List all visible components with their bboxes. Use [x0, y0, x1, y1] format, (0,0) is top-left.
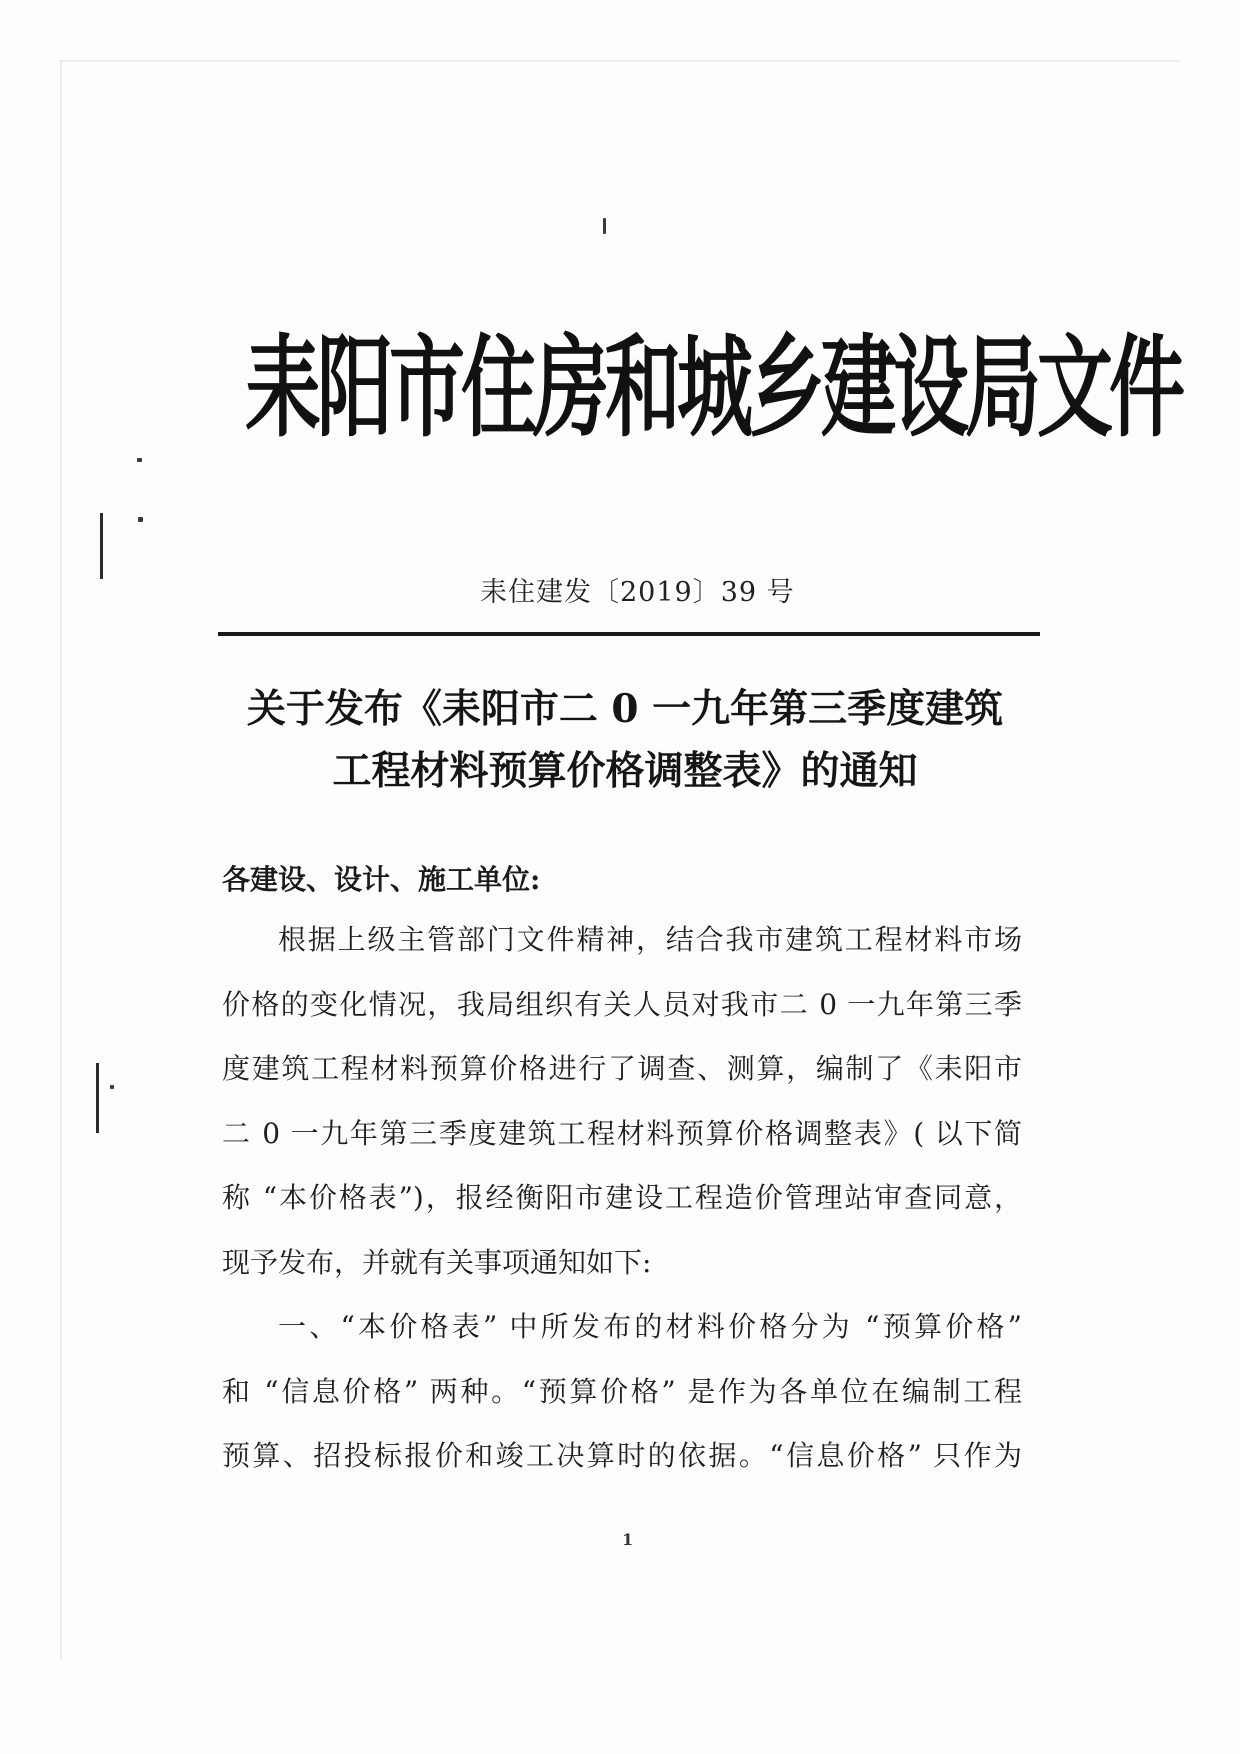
page-number: 1: [622, 1530, 634, 1549]
document-number: 耒住建发〔2019〕39 号: [480, 577, 795, 608]
body-line: 称 “本价格表”)，报经衡阳市建设工程造价管理站审查同意，: [222, 1181, 1022, 1214]
notice-title: [230, 678, 1020, 802]
scan-speck: [110, 1085, 114, 1089]
body-line: 一、“本价格表” 中所发布的材料价格分为 “预算价格”: [278, 1310, 1022, 1343]
header-divider: [218, 632, 1040, 636]
body-line: 根据上级主管部门文件精神，结合我市建筑工程材料市场: [278, 923, 1022, 956]
body-text: [222, 908, 1022, 1489]
issuing-authority-title: 耒阳市住房和城乡建设局文件: [245, 323, 1181, 453]
scan-edge-top: [60, 60, 1180, 62]
binding-mark: [96, 1063, 99, 1133]
scan-speck: [138, 517, 143, 522]
notice-title-line-2: 工程材料预算价格调整表》的通知: [332, 748, 918, 794]
body-line: 二 0 一九年第三季度建筑工程材料预算价格调整表》( 以下简: [222, 1116, 1022, 1150]
binding-mark: [100, 513, 103, 579]
scan-speck: [603, 218, 606, 234]
body-line: 价格的变化情况，我局组织有关人员对我市二 0 一九年第三季: [222, 987, 1022, 1021]
body-line: 现予发布，并就有关事项通知如下:: [222, 1245, 652, 1279]
body-line: 预算、招投标报价和竣工决算时的依据。“信息价格” 只作为: [222, 1439, 1022, 1472]
salutation: 各建设、设计、施工单位:: [222, 863, 541, 896]
scan-edge-left: [60, 60, 62, 1660]
body-line: 度建筑工程材料预算价格进行了调查、测算，编制了《耒阳市: [222, 1052, 1022, 1085]
notice-title-line-1: 关于发布《耒阳市二 0 一九年第三季度建筑: [246, 686, 1004, 732]
scan-speck: [137, 458, 142, 462]
body-line: 和 “信息价格” 两种。“预算价格” 是作为各单位在编制工程: [222, 1374, 1022, 1408]
